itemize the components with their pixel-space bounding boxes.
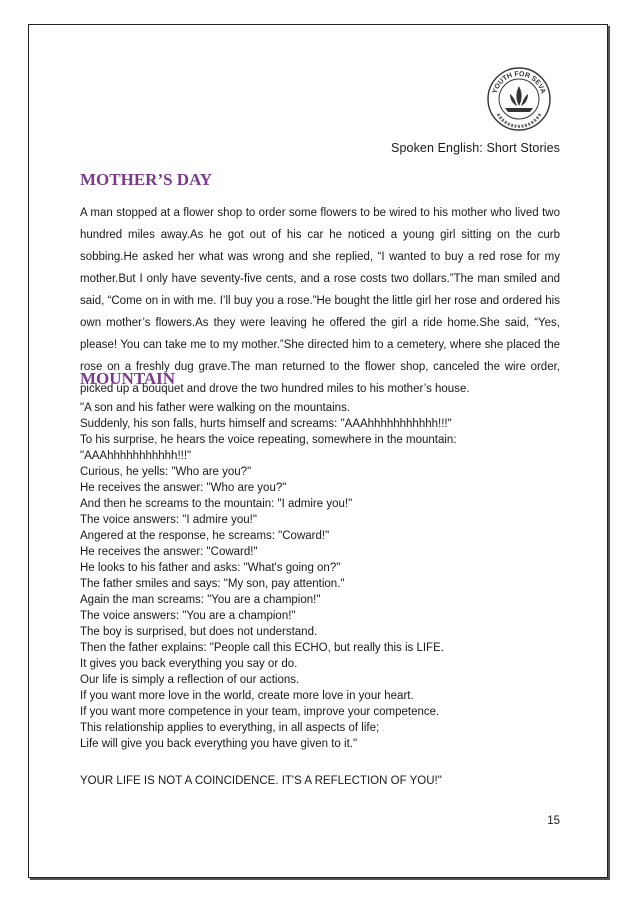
story-line: He receives the answer: "Coward!"	[80, 546, 258, 558]
logo-text: YOUTH FOR SEVA	[491, 70, 547, 95]
story-line: "AAAhhhhhhhhhhh!!!"	[80, 450, 192, 462]
story-line: This relationship applies to everything, in all aspects of life;	[80, 722, 380, 734]
story-moral-mountain: YOUR LIFE IS NOT A COINCIDENCE. IT'S A REFLECTION OF YOU!"	[80, 775, 442, 787]
story-paragraph-mothers-day: A man stopped at a flower shop to order some flowers to be wired to his mother who lived two hundred miles away.As he got out of his car he noticed a young girl sitting on the curb sobbing.He asked her what was wrong and she replied, “I wanted to buy a red rose for my mother.But I only have seventy-five cents, and a rose costs two dollars.”The man smiled and said, “Come on in with me. I’ll buy you a rose.”He bought the little girl her rose and ordered his own mother’s flowers.As they were leaving he offered the girl a ride home.She said, “Yes, please! You can take me to my mother.”She directed him to a cemetery, where she placed the rose on a freshly dug grave.The man returned to the flower shop, canceled the wire order, picked up a bouquet and drove the two hundred miles to his mother’s house.	[80, 207, 560, 395]
story-line: If you want more competence in your team, improve your competence.	[80, 706, 440, 718]
story-line: He looks to his father and asks: "What's going on?"	[80, 562, 341, 574]
story-line: He receives the answer: "Who are you?"	[80, 482, 287, 494]
story-line: The boy is surprised, but does not understand.	[80, 626, 318, 638]
story-title-mountain: MOUNTAIN	[80, 369, 176, 388]
story-line: Curious, he yells: "Who are you?"	[80, 466, 252, 478]
story-line: Our life is simply a reflection of our actions.	[80, 674, 300, 686]
story-line: It gives you back everything you say or do.	[80, 658, 298, 670]
story-line: Again the man screams: "You are a champion!"	[80, 594, 321, 606]
youth-for-seva-logo	[486, 66, 552, 132]
story-title-mothers-day: MOTHER’S DAY	[80, 170, 213, 189]
story-line: Suddenly, his son falls, hurts himself and screams: "AAAhhhhhhhhhhh!!!"	[80, 418, 452, 430]
story-line: Then the father explains: "People call this ECHO, but really this is LIFE.	[80, 642, 444, 654]
story-lines-mountain	[80, 400, 560, 752]
story-line: "A son and his father were walking on the mountains.	[80, 402, 351, 414]
story-line: Angered at the response, he screams: "Coward!"	[80, 530, 330, 542]
page-number: 15	[547, 815, 560, 827]
story-line: To his surprise, he hears the voice repeating, somewhere in the mountain:	[80, 434, 457, 446]
running-header: Spoken English: Short Stories	[391, 141, 560, 155]
story-line: The voice answers: "I admire you!"	[80, 514, 257, 526]
story-line: The father smiles and says: "My son, pay attention."	[80, 578, 345, 590]
story-line: If you want more love in the world, create more love in your heart.	[80, 690, 414, 702]
story-line: Life will give you back everything you have given to it."	[80, 738, 358, 750]
story-line: And then he screams to the mountain: "I admire you!"	[80, 498, 353, 510]
story-line: The voice answers: "You are a champion!"	[80, 610, 296, 622]
